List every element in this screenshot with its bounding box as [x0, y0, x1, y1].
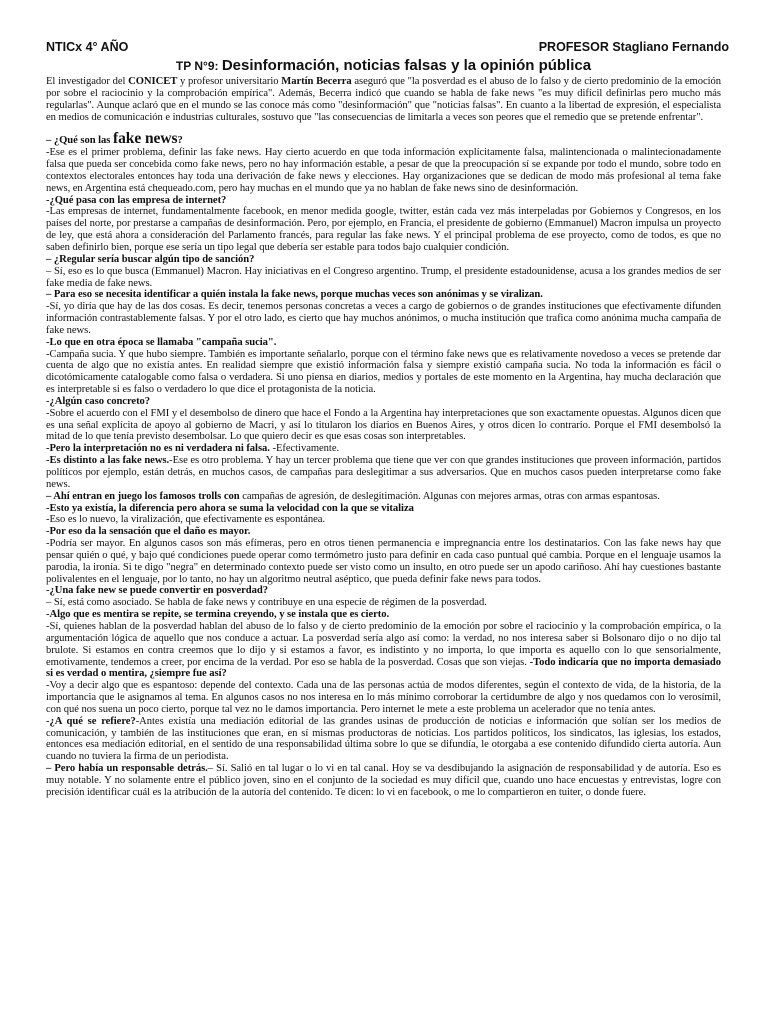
answer-text: – Sí. Salió en tal lugar o lo vi en tal canal. Hoy se va desdibujando la asignación de responsabilidad y de autoría. Eso es muy notable. Y no solamente entre el público joven, sino en el conjunto de la sociedad es muy difícil que, cuando uno hace encuestas y entrevistas, logre con precisión identificar cuál es la atribución de la autoría del contenido. Te dicen: lo vi en facebook, o me lo compartieron en tuiter, o donde fuere. [46, 763, 721, 798]
document-header [46, 40, 729, 55]
intro-text: y profesor universitario [177, 76, 282, 87]
question-heading: -Algo que es mentira se repite, se termina creyendo, y se instala que es cierto. [46, 609, 390, 621]
answer-paragraph [46, 621, 721, 680]
question-text: ? [177, 135, 183, 147]
question-heading: -Por eso da la sensación que el daño es mayor. [46, 526, 251, 538]
question-text: -Pero la interpretación no es ni verdadera ni falsa. [46, 443, 270, 455]
title-prefix: TP N°9: [175, 59, 222, 73]
answer-paragraph: – Sí, eso es lo que busca (Emmanuel) Macron. Hay iniciativas en el Congreso argentino. Trump, el presidente estadounidense, acusa a los grandes medios de ser fake media de fake news. [46, 265, 721, 289]
question-heading: -Esto ya existía, la diferencia pero ahora se suma la velocidad con la que se vitaliza [46, 502, 414, 514]
question-heading: -¿Qué pasa con las empresa de internet? [46, 194, 227, 206]
intro-author: Martín Becerra [281, 76, 352, 87]
question-text: -Es distinto a las fake news. [46, 455, 170, 467]
document-title [46, 57, 721, 75]
qa-inline [46, 443, 721, 455]
question-text: -¿A qué se refiere? [46, 715, 136, 727]
answer-text: -Antes existía una mediación editorial de las grandes usinas de producción de noticias e información que solían ser los medios de comunicación, y también de las instituciones que eran, en sí mismas productoras de noticias. Los partidos políticos, los sindicatos, las iglesias, los estados, entonces esa mediación editorial, en el sentido de una responsabilidad última sobre lo que se difundía, le otorgaba a ese contenido difundido cierta autoría. Aun cuando no tuviera la firma de un periodista. [46, 715, 722, 763]
qa-inline [46, 491, 721, 503]
answer-paragraph: -Podría ser mayor. En algunos casos son más efímeras, pero en otros tienen permanencia e impregnancia entre los destinatarios. Con las fake news hay que pensar quién o qué, y bajo qué condiciones puede operar como termómetro justo para definir en cada caso puntual qué cambia. Porque en el lenguaje usamos la parodia, la ironía. Si te digo "negra" en determinado contexto puede ser visto como un insulto, en otro puede ser un apodo cariñoso. Ahí hay cuestiones bastante polivalentes en el lenguaje, por lo tanto, no hay un algoritmo neutral aséptico, que pueda definir fake news para todos. [46, 538, 721, 585]
document-body [46, 76, 721, 799]
intro-text: El investigador del [46, 76, 129, 87]
intro-conicet: CONICET [128, 76, 178, 87]
answer-text: -Ese es otro problema. Y hay un tercer problema que tiene que ver con que grandes instituciones que proveen información, partidos políticos por ejemplo, están detrás, en muchos casos, de campañas para deslegitimar a sus adversarios. Que en muchos casos pueden interpretarse como fake news. [46, 455, 722, 490]
answer-paragraph: -Las empresas de internet, fundamentalmente facebook, en menor medida google, twitter, están cada vez más interpeladas por Gobiernos y Congresos, en los países del norte, por prestarse a campañas de desinformación. Pero, por ejemplo, en Francia, el presidente de gobierno (Emmanuel) Macron impulsa un proyecto de ley, que está ahora a consideración del Parlamento francés, para regular las fake news. Y el principal problema de ese proyecto, como de todos, es que no saben definirlo bien, porque ese sería un tipo legal que debería ser estable para todos bajo cualquier condición. [46, 206, 721, 253]
answer-text: campañas de agresión, de deslegitimación. Algunas con mejores armas, otras con armas espantosas. [239, 490, 660, 502]
question-heading: -¿Una fake new se puede convertir en posverdad? [46, 585, 268, 597]
question-heading: – Para eso se necesita identificar a quién instala la fake news, porque muchas veces son anónimas y se viralizan. [46, 289, 543, 301]
question-text: – ¿Qué son las [46, 135, 113, 147]
title-main: Desinformación, noticias falsas y la opinión pública [221, 57, 592, 74]
question-heading: -Lo que en otra época se llamaba "campaña sucia". [46, 336, 277, 348]
qa-inline [46, 763, 721, 799]
question-text: – Ahí entran en juego los famosos trolls con [46, 490, 240, 502]
teacher-label: PROFESOR Stagliano Fernando [538, 40, 729, 54]
document-page [46, 40, 729, 799]
question-text: – Pero había un responsable detrás. [46, 763, 208, 775]
answer-paragraph: -Sobre el acuerdo con el FMI y el desembolso de dinero que hace el Fondo a la Argentina hay interpretaciones que son exactamente opuestas. Algunos dicen que es una señal explícita de apoyo al gobierno de Macri, y así lo titularon los diarios en Buenos Aires, y otros dicen lo contrario. Porque el FMI desembolsó la mitad de lo que tenía previsto desembolsar. Lo que quiero decir es que esas cosas son interpretables. [46, 407, 721, 443]
answer-paragraph: -Campaña sucia. Y que hubo siempre. También es importante señalarlo, porque con el término fake news que es relativamente novedoso a veces se pretende dar cuenta de algo que no existía antes. En realidad siempre que existió información falsa y siempre existió campaña sucia. No toda la información es fácil o dicotómicamente catalogable como falsa o verdadera. Si uno piensa en diarios, medios y portales de este momento en la Argentina, hay mucha declaración que es interpretable si es falso o verdadero lo que dice el protagonista de la noticia. [46, 348, 721, 396]
qa-inline [46, 455, 721, 491]
intro-paragraph [46, 76, 721, 123]
course-label: NTICx 4° AÑO [46, 40, 129, 54]
question-big: fake news [112, 130, 178, 148]
answer-paragraph: -Eso es lo nuevo, la viralización, que efectivamente es espontánea. [46, 514, 326, 526]
answer-text: -Sí, quienes hablan de la posverdad hablan del abuso de lo falso y de cierto predominio de la emoción por sobre el raciocinio y la comprobación empírica, o la argumentación lógica de aquello que nos conduce a actuar. La posverdad sería algo así como: la verdad, no nos interesa saber si Bolsonaro dijo o no dijo tal brulote. Si estamos en contra creemos que lo dijo y si estamos a favor, es indistinto y no importa, lo que importa es aquello con lo que sensorialmente, emotivamente, tendemos a creer, por encima de la verdad. Por eso se habla de la posverdad. Cosas que son viejas. [46, 620, 721, 668]
answer-paragraph: – Sí, está como asociado. Se habla de fake news y contribuye en una especie de régimen de la posverdad. [46, 597, 487, 609]
answer-paragraph: -Ese es el primer problema, definir las fake news. Hay cierto acuerdo en que toda información explícitamente falsa, malintencionada o malintecionadamente falsa que pueda ser concebida como fake news, pero no hay información estable, a pesar de que la preocupación sí se expande por todo el mundo, sobre todo en contextos electorales entonces hay toda una derivación de fake news y elecciones. Hay organizaciones que se dedican de modo más profesional al tema fake news, en Argentina está chequeado.com, pero hay muchas en el mundo que ya no hablan de fake news sino de desinformación. [46, 147, 721, 194]
answer-paragraph: -Sí, yo diría que hay de las dos cosas. Es decir, tenemos personas concretas a veces a cargo de gobiernos o de grandes instituciones que efectivamente difunden información contrastablemente falsas. Y por el otro lado, es cierto que hay muchos anónimos, o mucha institución que trafica como anónima mucha campaña de fake news. [46, 301, 721, 336]
answer-text: -Efectivamente. [269, 443, 340, 455]
question-heading [46, 130, 721, 148]
question-text: -Todo indicaría que no importa demasiado si es verdad o mentira, ¿siempre fue así? [46, 656, 721, 680]
question-heading: -¿Algún caso concreto? [46, 395, 151, 407]
qa-inline [46, 716, 721, 763]
question-heading: – ¿Regular sería buscar algún tipo de sanción? [46, 253, 255, 265]
intro-text: aseguró que "la posverdad es el abuso de lo falso y de cierto predominio de la emoción por sobre el raciocinio y la comprobación empírica". Además, Becerra indicó que cuando se habla de fake news "es muy difícil definirlas pero mucho más regularlas". Aunque aclaró que en el mundo se las conoce más como "desinformación" que "noticias falsas". En cuanto a la libertad de expresión, el especialista en medios de comunicación e industrias culturales, sostuvo que "las consecuencias de limitarla a veces son peores que el remedio que se pretende enfrentar". [46, 76, 722, 123]
answer-paragraph: -Voy a decir algo que es espantoso: depende del contexto. Cada una de las personas actúa de modos diferentes, según el contexto de vida, de la historia, de la importancia que le asignamos al tema. En algunos casos no nos interesa en lo más mínimo corroborar la certidumbre de algo y nos quedamos con lo verosímil, con qué nos suena un poco cierto, porque tal vez no le damos importancia. Pero internet le mete a este problema un acelerador que no tenía antes. [46, 680, 721, 715]
